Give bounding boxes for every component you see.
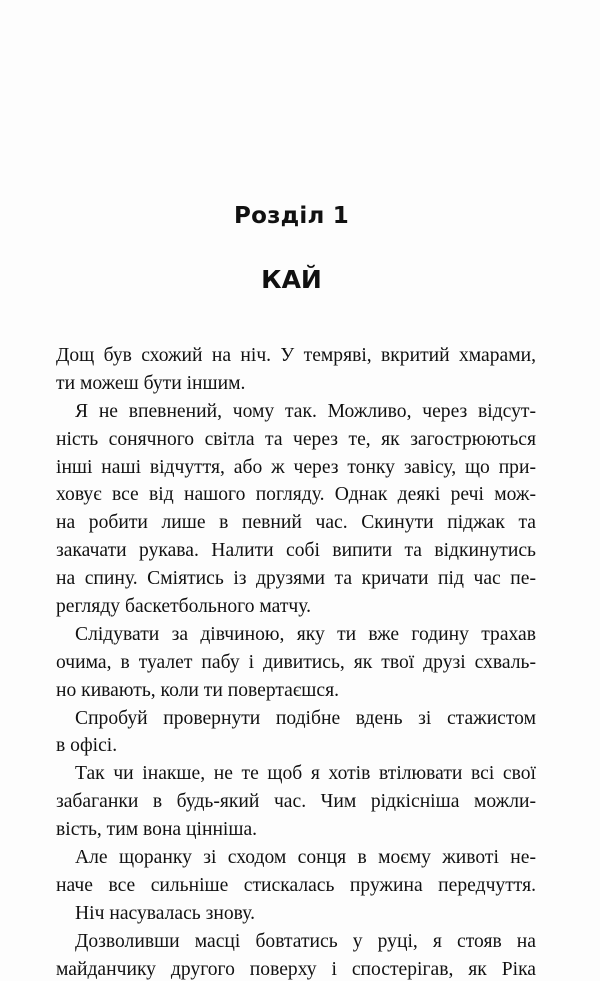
text-line: на робити лише в певний час. Скинути піджак та: [56, 512, 536, 534]
text-line: в офісі.: [56, 735, 118, 757]
body-text: [56, 342, 536, 983]
text-line: Дозволивши масці бовтатись у руці, я стояв на: [75, 930, 536, 952]
text-line: Слідувати за дівчиною, яку ти вже годину трахав: [75, 623, 536, 645]
text-line: Спробуй провернути подібне вдень зі стажистом: [75, 707, 536, 729]
text-line: вість, тим вона цінніша.: [56, 819, 258, 841]
text-line: очима, в туалет пабу і дивитись, як твої друзі схваль-: [56, 651, 536, 673]
text-line: ховує все від нашого погляду. Однак деякі речі мож-: [56, 484, 536, 506]
text-line: закачати рукава. Налити собі випити та відкинутись: [56, 540, 536, 562]
text-line: майданчику другого поверху і спостерігав, як Ріка: [56, 958, 536, 980]
text-line: Так чи інакше, не те щоб я хотів втілювати всі свої: [75, 763, 536, 785]
text-line: ти можеш бути іншим.: [56, 372, 246, 394]
text-line: регляду баскетбольного матчу.: [56, 596, 311, 618]
chapter-number: Розділ 1: [234, 203, 349, 229]
text-line: Я не впевнений, чому так. Можливо, через відсут-: [75, 400, 536, 422]
text-line: ність сонячного світла та через те, як загострюються: [56, 428, 536, 450]
text-line: Ніч насувалась знову.: [75, 902, 255, 924]
text-line: забаганки в будь-який час. Чим рідкісніша можли-: [56, 791, 536, 813]
text-line: Дощ був схожий на ніч. У темряві, вкритий хмарами,: [56, 345, 536, 366]
text-line: Але щоранку зі сходом сонця в моєму животі не-: [75, 847, 536, 869]
text-line: інші наші відчуття, або ж через тонку завісу, що при-: [56, 456, 536, 478]
text-line: наче все сильніше стискалась пружина передчуття.: [56, 874, 536, 896]
text-line: но кивають, коли ти повертаєшся.: [56, 679, 339, 701]
chapter-title: КАЙ: [261, 265, 322, 294]
text-line: на спину. Сміятись із друзями та кричати під час пе-: [56, 568, 536, 590]
